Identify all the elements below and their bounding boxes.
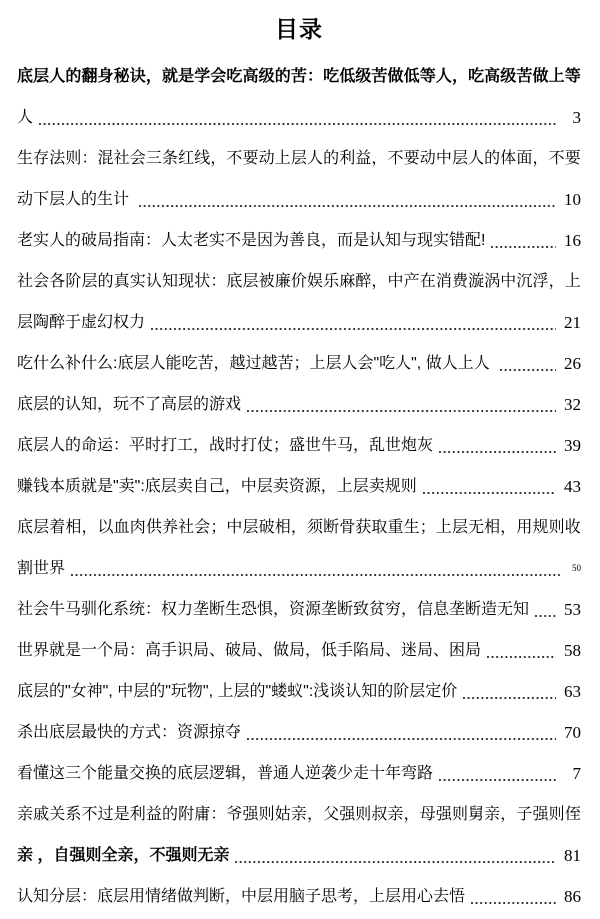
toc-entry-char: 叔 (371, 806, 388, 823)
toc-entry-title: 看懂这三个能量交换的底层逻辑，普通人逆袭少走十年弯路 (17, 765, 434, 782)
toc-entry-char: 姑 (274, 806, 291, 823)
toc-entry-line (17, 56, 581, 97)
toc-entry-char: ， (145, 68, 162, 85)
toc-entry-char: 乐 (323, 273, 340, 290)
toc-entry-line (17, 343, 581, 384)
toc-entry-char: 强 (242, 806, 259, 823)
toc-entry-char: 上 (435, 519, 452, 536)
toc-entry-char: 的 (323, 150, 340, 167)
toc-entry-char: 血 (113, 519, 130, 536)
dot-leader (471, 876, 556, 917)
toc-entry-title: 割世界 (17, 560, 66, 577)
dot-leader (535, 589, 556, 630)
toc-entry-char: 翻 (81, 68, 98, 85)
toc-entry-char: 中 (387, 273, 404, 290)
page-title: 目录 (275, 16, 323, 42)
toc-entry-line (17, 630, 581, 671)
toc-entry-line (17, 466, 581, 507)
toc-entry-char: 舅 (468, 806, 485, 823)
toc-entry-title: 赚钱本质就是"卖":底层卖自己，中层卖资源，上层卖规则 (17, 478, 417, 495)
toc-entry-char: 侄 (564, 806, 581, 823)
toc-entry-char: 存 (33, 150, 50, 167)
toc-entry-char: 漩 (468, 273, 485, 290)
toc-entry-char: 底 (226, 273, 243, 290)
toc-entry-char: ， (81, 519, 98, 536)
toc-entry-char: 高 (242, 68, 259, 85)
page-number: 26 (564, 354, 581, 373)
toc-entry-char: 面 (516, 150, 533, 167)
toc-entry-title: 社会牛马驯化系统：权力垄断生恐惧，资源垄断致贫穷，信息垄断造无知 (17, 601, 530, 618)
dot-leader (487, 630, 556, 671)
toc-entry-char: ， (210, 150, 227, 167)
toc-entry-char: ； (210, 519, 227, 536)
toc-entry-char: 系 (65, 806, 82, 823)
toc-entry-char: ： (210, 806, 227, 823)
toc-entry-char: 爷 (226, 806, 243, 823)
page-number: 70 (564, 723, 581, 742)
dot-leader (463, 671, 556, 712)
toc-entry-char: 母 (419, 806, 436, 823)
toc-entry-char: 不 (226, 150, 243, 167)
page-number: 39 (564, 436, 581, 455)
toc-entry-char: 吃 (468, 68, 485, 85)
toc-entry-char: 诀 (129, 68, 146, 85)
toc-entry-char: 知 (161, 273, 178, 290)
toc-entry-char: 的 (161, 806, 178, 823)
toc-entry-char: 层 (81, 273, 98, 290)
toc-entry-char: 无 (468, 519, 485, 536)
dot-leader (247, 712, 556, 753)
toc-entry-title: 底层人的命运：平时打工，战时打仗；盛世牛马，乱世炮灰 (17, 437, 434, 454)
toc-entry-char: 人 (306, 150, 323, 167)
page-number: 50 (572, 563, 581, 573)
toc-entry-char: 涡 (484, 273, 501, 290)
toc-entry-char: 高 (484, 68, 501, 85)
toc-entry-char: 强 (339, 806, 356, 823)
toc-entry-char: 价 (290, 273, 307, 290)
toc-entry-char: 等 (564, 68, 581, 85)
toc-entry-char: 做 (387, 68, 404, 85)
toc-entry-char: 社 (113, 150, 130, 167)
toc-entry-char: 的 (65, 68, 82, 85)
toc-entry-char: 认 (145, 273, 162, 290)
toc-entry-char: ， (451, 68, 468, 85)
toc-entry-char: 上 (274, 150, 291, 167)
toc-entry-char: 状 (194, 273, 211, 290)
toc-entry-title: 动下层人的生计 (17, 191, 134, 208)
dot-leader (439, 753, 556, 794)
toc-entry-char: ： (210, 273, 227, 290)
toc-entry-char: 的 (274, 68, 291, 85)
toc-entry-line (17, 179, 581, 220)
toc-list (17, 56, 581, 917)
toc-entry-title: 吃什么补什么:底层人能吃苦，越过越苦；上层人会"吃人", 做人上人 (17, 355, 495, 372)
toc-entry-char: 亲 (290, 806, 307, 823)
toc-entry-line (17, 384, 581, 425)
toc-entry-title: 亲 ，自强则全亲，不强则无亲 (17, 847, 230, 864)
toc-entry-line (17, 425, 581, 466)
toc-entry-char: 消 (435, 273, 452, 290)
page-number: 7 (572, 764, 581, 783)
toc-entry-char: 社 (178, 519, 195, 536)
toc-entry-char: 社 (17, 273, 34, 290)
dot-leader (71, 548, 562, 589)
toc-entry-char: 红 (178, 150, 195, 167)
toc-entry-line (17, 794, 581, 835)
page-number: 10 (564, 190, 581, 209)
dot-leader (423, 466, 556, 507)
toc-entry-char: 身 (97, 68, 114, 85)
toc-entry-char: 骨 (339, 519, 356, 536)
toc-entry-char: 低 (403, 68, 420, 85)
toc-entry-char: 产 (403, 273, 420, 290)
toc-entry-char: ， (548, 273, 565, 290)
page-number: 58 (564, 641, 581, 660)
toc-entry-char: 层 (242, 273, 259, 290)
toc-entry-char: 规 (532, 519, 549, 536)
toc-entry-line (17, 753, 581, 794)
page-number: 53 (564, 600, 581, 619)
toc-entry-char: 会 (129, 150, 146, 167)
dot-leader (247, 384, 556, 425)
toc-entry-char: 供 (145, 519, 162, 536)
toc-entry-char: 秘 (113, 68, 130, 85)
toc-entry-char: 底 (17, 68, 34, 85)
toc-entry-char: 戚 (33, 806, 50, 823)
toc-entry-char: 亲 (387, 806, 404, 823)
toc-entry-char: ， (371, 150, 388, 167)
toc-entry-char: 相 (484, 519, 501, 536)
dot-leader (151, 302, 556, 343)
toc-entry-line (17, 876, 581, 917)
toc-entry-char: 则 (355, 806, 372, 823)
toc-entry-char: 是 (178, 68, 195, 85)
page-number: 16 (564, 231, 581, 250)
page-number: 3 (572, 108, 581, 127)
toc-entry-char: 醉 (355, 273, 372, 290)
toc-entry-char: 要 (564, 150, 581, 167)
toc-entry-char: 子 (516, 806, 533, 823)
toc-entry-char: 是 (113, 806, 130, 823)
toc-entry-char: 条 (161, 150, 178, 167)
toc-entry-char: 不 (81, 806, 98, 823)
toc-entry-line (17, 138, 581, 179)
toc-entry-char: 取 (371, 519, 388, 536)
toc-entry-line (17, 671, 581, 712)
page-number: 32 (564, 395, 581, 414)
toc-entry-char: 会 (33, 273, 50, 290)
toc-entry-line (17, 712, 581, 753)
toc-entry-title: 底层的"女神", 中层的"玩物", 上层的"蝼蚁":浅谈认知的阶层定价 (17, 683, 458, 700)
toc-entry-char: 养 (161, 519, 178, 536)
toc-entry-char: 线 (194, 150, 211, 167)
toc-entry-char: ： (306, 68, 323, 85)
toc-entry-char: 庸 (194, 806, 211, 823)
toc-entry-line (17, 261, 581, 302)
toc-entry-char: 吃 (323, 68, 340, 85)
toc-entry-title: 老实人的破局指南：人太老实不是因为善良，而是认知与现实错配! (17, 232, 486, 249)
toc-entry-char: 阶 (65, 273, 82, 290)
toc-entry-title: 层陶醉于虚幻权力 (17, 314, 146, 331)
toc-entry-char: 各 (49, 273, 66, 290)
toc-entry-char: 的 (484, 150, 501, 167)
page-number: 21 (564, 313, 581, 332)
toc-entry-char: ； (419, 519, 436, 536)
toc-entry-char: 中 (226, 519, 243, 536)
toc-entry-line (17, 589, 581, 630)
page-number: 43 (564, 477, 581, 496)
toc-entry-line (17, 97, 581, 138)
toc-entry-char: 被 (258, 273, 275, 290)
toc-entry-char: 底 (17, 519, 34, 536)
toc-entry-char: 过 (97, 806, 114, 823)
toc-entry-char: 要 (242, 150, 259, 167)
toc-entry-char: 中 (500, 273, 517, 290)
toc-entry-line (17, 548, 581, 589)
toc-entry-char: 则 (548, 806, 565, 823)
toc-entry-char: 以 (97, 519, 114, 536)
toc-entry-char: 强 (435, 806, 452, 823)
toc-entry-char: 破 (258, 519, 275, 536)
toc-entry-title: 世界就是一个局：高手识局、破局、做局，低手陷局、迷局、困局 (17, 642, 482, 659)
toc-entry-char: 亲 (17, 806, 34, 823)
toc-entry-char: 法 (49, 150, 66, 167)
toc-entry-char: 级 (355, 68, 372, 85)
toc-entry-line (17, 835, 581, 876)
toc-entry-char: ， (500, 806, 517, 823)
toc-entry-char: 就 (161, 68, 178, 85)
toc-entry-char: 麻 (339, 273, 356, 290)
toc-entry-char: 上 (564, 273, 581, 290)
toc-entry-char: ， (532, 150, 549, 167)
toc-entry-char: 层 (33, 68, 50, 85)
toc-entry-char: 断 (323, 519, 340, 536)
dot-leader (439, 425, 556, 466)
toc-entry-char: 生 (403, 519, 420, 536)
toc-entry-char: 生 (17, 150, 34, 167)
toc-entry-char: 级 (500, 68, 517, 85)
toc-entry-char: 中 (435, 150, 452, 167)
toc-entry-char: 层 (290, 150, 307, 167)
toc-entry-char: 着 (49, 519, 66, 536)
toc-entry-char: 层 (451, 150, 468, 167)
toc-entry-char: 沉 (516, 273, 533, 290)
dot-leader (235, 835, 556, 876)
toc-entry-char: 上 (548, 68, 565, 85)
toc-entry-char: 利 (339, 150, 356, 167)
toc-entry-char: 的 (97, 273, 114, 290)
toc-entry-char: 层 (451, 519, 468, 536)
dot-leader (491, 220, 556, 261)
toc-entry-char: 体 (500, 150, 517, 167)
toc-entry-char: 廉 (274, 273, 291, 290)
toc-entry-char: 动 (258, 150, 275, 167)
toc-entry-char: 关 (49, 806, 66, 823)
page-number: 63 (564, 682, 581, 701)
toc-entry-title: 认知分层：底层用情绪做判断，中层用脑子思考，上层用心去悟 (17, 888, 466, 905)
toc-entry-char: 附 (178, 806, 195, 823)
toc-entry-char: 肉 (129, 519, 146, 536)
toc-entry-char: 则 (65, 150, 82, 167)
toc-entry-char: 层 (33, 519, 50, 536)
toc-entry-char: 益 (355, 150, 372, 167)
dot-leader (139, 179, 556, 220)
toc-entry-char: 现 (178, 273, 195, 290)
toc-entry-char: 重 (387, 519, 404, 536)
toc-entry-char: 人 (49, 68, 66, 85)
toc-entry-char: 层 (242, 519, 259, 536)
page-number: 86 (564, 887, 581, 906)
toc-entry-char: 益 (145, 806, 162, 823)
toc-entry-char: 强 (532, 806, 549, 823)
toc-entry-char: 吃 (226, 68, 243, 85)
toc-entry-title: 底层的认知，玩不了高层的游戏 (17, 396, 242, 413)
toc-entry-char: 利 (129, 806, 146, 823)
toc-entry-char: 学 (194, 68, 211, 85)
toc-entry-char: 获 (355, 519, 372, 536)
toc-entry-char: ， (500, 519, 517, 536)
toc-entry-char: 人 (435, 68, 452, 85)
toc-entry-char: 不 (548, 150, 565, 167)
toc-entry-char: 真 (113, 273, 130, 290)
toc-entry-title: 杀出底层最快的方式：资源掠夺 (17, 724, 242, 741)
toc-entry-line (17, 220, 581, 261)
toc-entry-char: 苦 (371, 68, 388, 85)
toc-entry-char: 收 (564, 519, 581, 536)
toc-entry-char: ， (290, 519, 307, 536)
toc-entry-char: 会 (194, 519, 211, 536)
toc-entry-char: ， (403, 806, 420, 823)
toc-entry-char: 相 (274, 519, 291, 536)
toc-entry-char: 级 (258, 68, 275, 85)
toc-entry-char: 则 (258, 806, 275, 823)
toc-entry-char: 不 (387, 150, 404, 167)
toc-entry-char: 等 (419, 68, 436, 85)
toc-entry-char: ， (371, 273, 388, 290)
toc-entry-char: 低 (339, 68, 356, 85)
toc-entry-char: ， (306, 806, 323, 823)
toc-entry-char: 在 (419, 273, 436, 290)
toc-entry-char: 则 (451, 806, 468, 823)
toc-entry-char: 浮 (532, 273, 549, 290)
toc-entry-char: 要 (403, 150, 420, 167)
page-number: 81 (564, 846, 581, 865)
toc-entry-char: 动 (419, 150, 436, 167)
dot-leader (39, 97, 556, 138)
dot-leader (500, 343, 556, 384)
toc-entry-char: 实 (129, 273, 146, 290)
toc-entry-char: 须 (306, 519, 323, 536)
toc-entry-char: 用 (516, 519, 533, 536)
toc-entry-line (17, 302, 581, 343)
toc-entry-line (17, 507, 581, 548)
toc-entry-char: 苦 (290, 68, 307, 85)
toc-entry-char: 亲 (484, 806, 501, 823)
toc-entry-char: 则 (548, 519, 565, 536)
toc-entry-char: 苦 (516, 68, 533, 85)
toc-entry-char: 三 (145, 150, 162, 167)
toc-entry-char: 娱 (306, 273, 323, 290)
toc-entry-char: 父 (323, 806, 340, 823)
toc-entry-char: 会 (210, 68, 227, 85)
toc-entry-char: 人 (468, 150, 485, 167)
toc-entry-char: 相 (65, 519, 82, 536)
toc-entry-char: 费 (451, 273, 468, 290)
toc-entry-title: 人 (17, 109, 34, 126)
toc-entry-char: 混 (97, 150, 114, 167)
toc-entry-char: 做 (532, 68, 549, 85)
toc-entry-char: ： (81, 150, 98, 167)
